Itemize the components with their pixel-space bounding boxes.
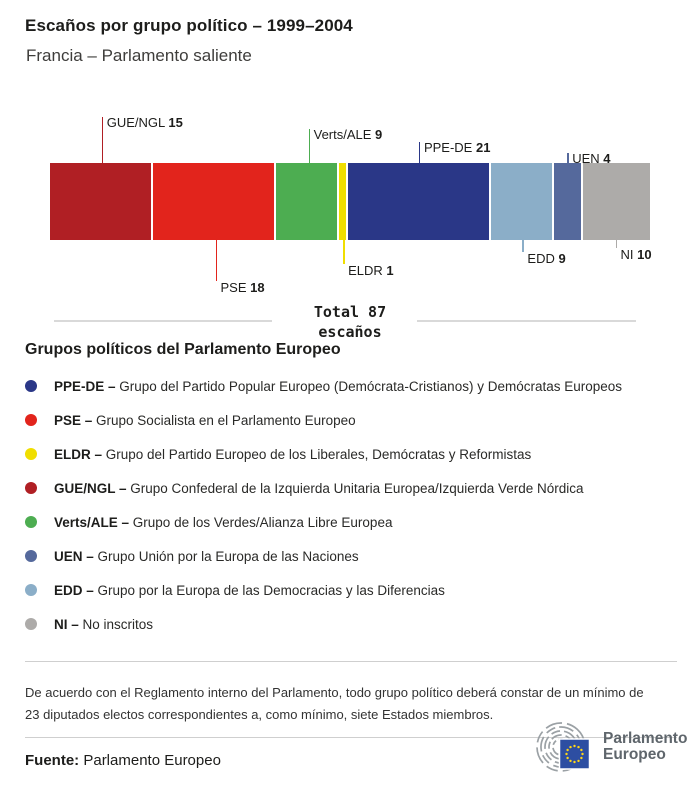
segment-label-name: NI (620, 247, 638, 262)
legend-item-EDD (25, 573, 685, 607)
total-block (0, 300, 700, 344)
total-seats-line1: Total 87 (313, 303, 387, 321)
legend-label (54, 447, 531, 462)
legend-dot-icon (25, 618, 37, 630)
leader-line-NI (616, 240, 618, 248)
segment-label-value: 4 (603, 151, 611, 166)
segment-label-name: EDD (527, 251, 559, 266)
legend-item-PSE (25, 403, 685, 437)
legend-description: Grupo Unión por la Europa de las Naciones (97, 548, 359, 564)
bar-segment-GUE/NGL[interactable] (50, 163, 151, 240)
leader-line-UEN (567, 153, 569, 163)
segment-label-Verts/ALE (314, 127, 383, 142)
legend-description: Grupo del Partido Europeo de los Liberales, Demócratas y Reformistas (105, 446, 532, 462)
segment-label-value: 1 (386, 263, 394, 278)
segment-label-value: 9 (375, 127, 383, 142)
segment-label-value: 9 (558, 251, 566, 266)
bar-segment-NI[interactable] (583, 163, 650, 240)
legend-dot-icon (25, 584, 37, 596)
legend-dot-icon (25, 482, 37, 494)
leader-line-GUE/NGL (102, 117, 104, 163)
segment-label-ELDR (348, 263, 394, 278)
segment-label-PSE (221, 280, 265, 295)
legend-item-ELDR (25, 437, 685, 471)
bar-segment-PPE-DE[interactable] (348, 163, 489, 240)
legend-label (54, 617, 153, 632)
logo-wordmark (603, 731, 687, 763)
segment-label-value: 18 (250, 280, 265, 295)
legend-code: UEN – (54, 548, 98, 564)
leader-line-Verts/ALE (309, 129, 311, 163)
segment-label-EDD (527, 251, 565, 266)
logo-line1: Parlamento (603, 730, 688, 747)
legend-code: NI – (54, 616, 83, 632)
legend-item-Verts/ALE (25, 505, 685, 539)
legend-label (54, 379, 622, 394)
source-line (25, 752, 221, 769)
legend-dot-icon (25, 516, 37, 528)
rules-note: De acuerdo con el Reglamento interno del Parlamento, todo grupo político deberá constar de un mínimo de 23 diputados electos correspondientes a, como mínimo, siete Estados miembros. (25, 685, 644, 722)
leader-line-PPE-DE (419, 142, 421, 163)
legend-description: Grupo del Partido Popular Europeo (Demócrata-Cristianos) y Demócratas Europeos (119, 378, 623, 394)
segment-label-value: 10 (637, 247, 652, 262)
divider-top (25, 661, 677, 662)
legend-code: EDD – (54, 582, 98, 598)
legend-label (54, 481, 584, 496)
legend-dot-icon (25, 380, 37, 392)
segment-label-value: 15 (168, 115, 183, 130)
segment-label-name: PPE-DE (423, 140, 476, 155)
legend-item-GUE/NGL (25, 471, 685, 505)
legend-code: Verts/ALE – (54, 514, 133, 530)
eu-flag-icon (560, 739, 590, 769)
segment-label-NI (621, 247, 652, 262)
legend-code: PPE-DE – (54, 378, 120, 394)
european-parliament-hemicycle-icon (519, 722, 597, 772)
segment-label-name: GUE/NGL (106, 115, 169, 130)
legend-label (54, 549, 359, 564)
stacked-bar (50, 163, 650, 240)
legend-dot-icon (25, 448, 37, 460)
legend-code: GUE/NGL – (54, 480, 131, 496)
bar-segment-PSE[interactable] (153, 163, 274, 240)
legend-dot-icon (25, 414, 37, 426)
source-value: Parlamento Europeo (83, 752, 221, 769)
legend-label (54, 413, 356, 428)
bar-segment-Verts/ALE[interactable] (276, 163, 337, 240)
legend-code: PSE – (54, 412, 97, 428)
legend-item-UEN (25, 539, 685, 573)
leader-line-ELDR (343, 240, 345, 264)
segment-label-name: Verts/ALE (313, 127, 376, 142)
legend-description: Grupo por la Europa de las Democracias y las Diferencias (97, 582, 445, 598)
total-seats-line2: escaños (318, 323, 382, 341)
segment-label-UEN (572, 151, 610, 166)
legend-dot-icon (25, 550, 37, 562)
bar-segment-UEN[interactable] (554, 163, 581, 240)
page-title: Escaños por grupo político – 1999–2004 (25, 16, 353, 35)
page-subtitle: Francia – Parlamento saliente (26, 46, 252, 65)
legend-description: Grupo de los Verdes/Alianza Libre Europea (132, 514, 393, 530)
legend-description: Grupo Confederal de la Izquierda Unitaria Europea/Izquierda Verde Nórdica (130, 480, 584, 496)
leader-line-EDD (522, 240, 524, 252)
segment-label-GUE/NGL (107, 115, 183, 130)
legend-heading: Grupos políticos del Parlamento Europeo (25, 341, 341, 358)
leader-line-PSE (216, 240, 218, 281)
legend-item-PPE-DE (25, 369, 685, 403)
legend-description: Grupo Socialista en el Parlamento Europeo (96, 412, 356, 428)
bar-segment-ELDR[interactable] (339, 163, 346, 240)
source-label: Fuente: (25, 752, 80, 769)
european-parliament-logo (519, 722, 687, 772)
legend-description: No inscritos (82, 616, 154, 632)
legend-code: ELDR – (54, 446, 106, 462)
legend-label (54, 515, 392, 530)
segment-label-PPE-DE (424, 140, 490, 155)
segment-label-name: UEN (572, 151, 604, 166)
segment-label-name: PSE (220, 280, 251, 295)
seats-bar-chart (0, 100, 700, 300)
legend-label (54, 583, 445, 598)
logo-line2: Europeo (603, 746, 666, 763)
segment-label-name: ELDR (348, 263, 387, 278)
legend-list (25, 369, 685, 641)
bar-segment-EDD[interactable] (491, 163, 552, 240)
legend-item-NI (25, 607, 685, 641)
segment-label-value: 21 (475, 140, 491, 155)
